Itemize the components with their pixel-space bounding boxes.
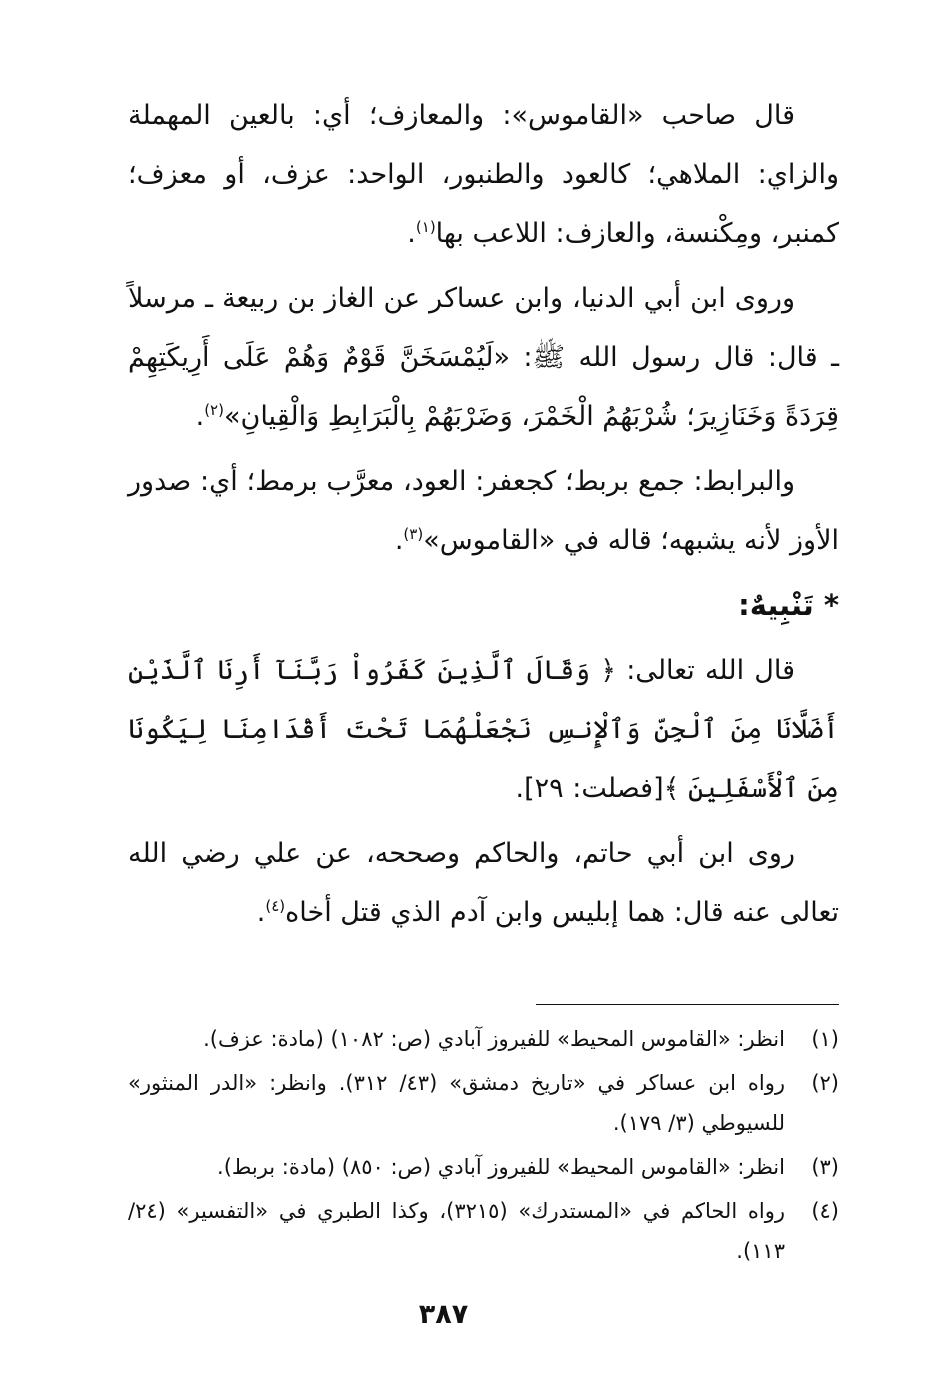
paragraph-qamus-definition: قال صاحب «القاموس»: والمعازف؛ أي: بالعين المهملة والزاي: الملاهي؛ كالعود والطنبور، الواحد: عزف، أو معزف؛ كمنبر، ومِكْنسة، والعازف: اللاعب بها$^{(١)}$.	[128, 100, 839, 249]
footnote-mark: (٢)	[204, 401, 224, 419]
paragraph-text: روى ابن أبي حاتم، والحاكم وصححه، عن علي رضي الله تعالى عنه قال: هما إبليس وابن آدم الذي قتل أخاه	[128, 838, 839, 928]
paragraph-barabit: والبرابط: جمع بربط؛ كجعفر: العود، معرَّب برمط؛ أي: صدور الأوز لأنه يشبهه؛ قاله في «القاموس»$^{(٣)}$.	[128, 466, 839, 556]
section-heading: * تَنْبِيهٌ:	[738, 588, 839, 622]
footnote-text: رواه ابن عساكر في «تاريخ دمشق» (٤٣/ ٣١٢). وانظر: «الدر المنثور» للسيوطي (٣/ ١٧٩).	[128, 1071, 785, 1135]
footnote-mark: (٤)	[265, 897, 286, 915]
footnote-text: رواه الحاكم في «المستدرك» (٣٢١٥)، وكذا الطبري في «التفسير» (٢٤/ ١١٣).	[128, 1199, 785, 1263]
footnote-number: (١)	[811, 1027, 839, 1051]
footnote-item	[128, 1191, 839, 1271]
paragraph-text: والبرابط: جمع بربط؛ كجعفر: العود، معرَّب برمط؛ أي: صدور الأوز لأنه يشبهه؛ قاله في «القاموس»	[128, 466, 839, 556]
footnote-number: (٣)	[811, 1155, 839, 1179]
page-number: ٣٨٧	[418, 1299, 469, 1330]
footnote-item	[128, 1019, 839, 1059]
footnote-text: انظر: «القاموس المحيط» للفيروز آبادي (ص: ١٠٨٢) (مادة: عزف).	[203, 1027, 785, 1051]
paragraph-narration: روى ابن أبي حاتم، والحاكم وصححه، عن علي رضي الله تعالى عنه قال: هما إبليس وابن آدم الذي قتل أخاه$^{(٤)}$.	[128, 838, 839, 928]
paragraph-hadith: وروى ابن أبي الدنيا، وابن عساكر عن الغاز بن ربيعة ـ مرسلاً ـ قال: قال رسول الله ﷺ: «لَيُمْسَخَنَّ قَوْمٌ وَهُمْ عَلَى أَرِيكَتِهِمْ قِرَدَةً وَخَنَازِيرَ؛ شُرْبَهُمُ الْخَمْرَ، وَضَرْبَهُمْ بِالْبَرَابِطِ وَالْقِيانِ»$^{(٢)}$.	[128, 283, 839, 432]
verse-reference: [فصلت: ٢٩].	[515, 773, 664, 804]
verse-intro: قال الله تعالى:	[616, 655, 795, 686]
footnote-number: (٤)	[811, 1199, 839, 1223]
footnote-item	[128, 1063, 839, 1143]
footnote-item	[128, 1147, 839, 1187]
footnote-separator	[536, 1004, 839, 1005]
paragraph-verse	[128, 641, 839, 818]
paragraph-text: وروى ابن أبي الدنيا، وابن عساكر عن الغاز بن ربيعة ـ مرسلاً ـ قال: قال رسول الله ﷺ: «لَيُمْسَخَنَّ قَوْمٌ وَهُمْ عَلَى أَرِيكَتِهِمْ قِرَدَةً وَخَنَازِيرَ؛ شُرْبَهُمُ الْخَمْرَ، وَضَرْبَهُمْ بِالْبَرَابِطِ وَالْقِيانِ»	[128, 283, 839, 432]
footnote-number: (٢)	[811, 1071, 839, 1095]
footnote-mark: (١)	[415, 218, 436, 236]
footnote-text: انظر: «القاموس المحيط» للفيروز آبادي (ص: ٨٥٠) (مادة: بربط).	[217, 1155, 785, 1179]
footnote-mark: (٣)	[403, 525, 424, 543]
quran-verse: ﴿ وَقَالَ ٱلَّذِينَ كَفَرُواْ رَبَّنَآ أَرِنَا ٱلَّذَيْنِ أَضَلَّانَا مِنَ ٱلْجِنِّ وَٱلْإِنسِ نَجْعَلْهُمَا تَحْتَ أَقْدَامِنَا لِيَكُونَا مِنَ ٱلْأَسْفَلِينَ ﴾	[128, 655, 839, 804]
paragraph-text: قال صاحب «القاموس»: والمعازف؛ أي: بالعين المهملة والزاي: الملاهي؛ كالعود والطنبور، الواحد: عزف، أو معزف؛ كمنبر، ومِكْنسة، والعازف: اللاعب بها	[128, 100, 839, 249]
footnotes	[128, 1019, 839, 1271]
